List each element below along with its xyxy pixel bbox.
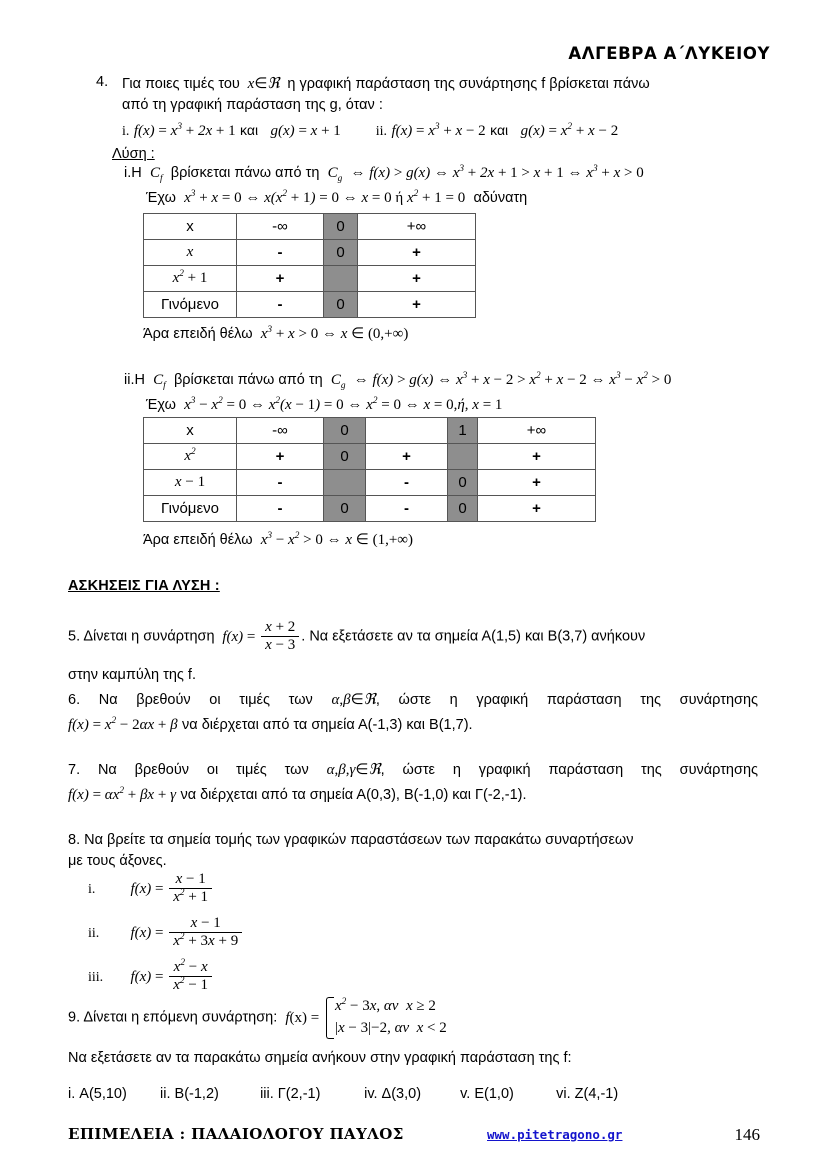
exercise-6-text-b: , ώστε η γραφική παράσταση της συνάρτησης	[375, 692, 759, 708]
solution-i-echo-chain: $x^3 + x = 0$ ⇔ $x(x^2 + 1) = 0$ ⇔ x = 0 ή $x^2 + 1 = 0$	[180, 189, 466, 206]
footer-link[interactable]: www.pitetragono.gr	[487, 1127, 623, 1142]
table2-r1-c2: +	[366, 444, 448, 470]
exercise-9-case-2: |x − 3|−2, αν x < 2	[334, 1019, 447, 1036]
exercise-8	[68, 830, 768, 871]
exercise-8-item-ii	[88, 916, 244, 951]
page-title: ΑΛΓΕΒΡΑ Α΄ΛΥΚΕΙΟΥ	[568, 44, 770, 63]
table2-r1-c4: +	[478, 444, 596, 470]
exercise-9-question: Να εξετάσετε αν τα παρακάτω σημεία ανήκουν στην γραφική παράσταση της f:	[68, 1049, 572, 1066]
table-row	[144, 240, 476, 266]
exercise-8-item-iii	[88, 960, 214, 995]
solution-i-conclusion	[143, 324, 408, 343]
solution-ii-cg: $C_g$	[327, 372, 346, 391]
exercise-9-point-5: v. Ε(1,0)	[460, 1086, 514, 1102]
exercise-8-line2: με τους άξονες.	[68, 852, 167, 869]
table1-r2-c2: +	[358, 266, 476, 292]
solution-ii-cf: $C_f$	[149, 372, 166, 391]
table2-r3-label: Γινόμενο	[144, 496, 237, 522]
exercise-6-text-c: να διέρχεται από τα σημεία Α(-1,3) και Β(1,7).	[182, 717, 473, 734]
exercise-5-number: 5.	[68, 628, 81, 645]
footer-author: ΕΠΙΜΕΛΕΙΑ : ΠΑΛΑΙΟΛΟΓΟΥ ΠΑΥΛΟΣ	[68, 1125, 404, 1143]
sign-table-1	[143, 213, 476, 318]
table1-r3-c2: +	[358, 292, 476, 318]
table2-r2-c0: -	[237, 470, 324, 496]
table1-r3-c1: 0	[324, 292, 358, 318]
table1-r2-c1	[324, 266, 358, 292]
table1-r0-c0: -∞	[237, 214, 324, 240]
exercise-7-function: $f(x) = \alpha x^2 + \beta x + \gamma$	[68, 786, 176, 804]
table1-r1-c2: +	[358, 240, 476, 266]
exercise-4-number: 4.	[96, 74, 109, 90]
exercise-6-number: 6.	[68, 692, 81, 708]
table-row	[144, 470, 596, 496]
exercise-8-number: 8.	[68, 832, 81, 848]
exercise-4-sub-i-kai: και	[240, 121, 259, 138]
exercise-8-item-i-function: f(x) = $\frac{x - 1}{x^2 + 1}$	[130, 881, 214, 897]
exercise-9-cases	[323, 996, 447, 1040]
exercise-8-line1: Να βρείτε τα σημεία τομής των γραφικών παραστάσεων των παρακάτω συναρτήσεων	[84, 832, 634, 848]
exercise-5-function: f(x) = $\frac{x + 2}{x - 3}$	[219, 629, 302, 645]
table-row	[144, 292, 476, 318]
solution-i-label: i.Η	[124, 165, 142, 181]
exercise-4-sub-i-g: g(x) = x + 1	[270, 122, 341, 139]
table1-r1-c1: 0	[324, 240, 358, 266]
solution-i-text: βρίσκεται πάνω από τη	[170, 165, 320, 181]
table1-r0-c2: +∞	[358, 214, 476, 240]
table2-r0-c1: 0	[324, 418, 366, 444]
table2-r2-c3: 0	[448, 470, 478, 496]
solution-i-echo-label: Έχω	[146, 190, 176, 206]
table1-r3-label: Γινόμενο	[144, 292, 237, 318]
table2-r3-c1: 0	[324, 496, 366, 522]
table2-r0-label: x	[144, 418, 237, 444]
exercise-5-text-b: . Να εξετάσετε αν τα σημεία Α(1,5) και Β(3,7) ανήκουν	[301, 628, 646, 645]
exercise-4-sub-ii-kai: και	[490, 121, 509, 138]
table1-r1-label: x	[144, 240, 237, 266]
exercise-9-fx: f(x) =	[285, 1009, 323, 1026]
table1-r1-c0: -	[237, 240, 324, 266]
exercise-9-case-1: $x^2 - 3x$, αν x ≥ 2	[334, 997, 436, 1014]
solution-i-cf: $C_f$	[146, 165, 163, 184]
table2-r2-c1	[324, 470, 366, 496]
exercise-4-sub-ii-f: $f(x) = x^3 + x - 2$	[391, 121, 486, 139]
table2-r0-c0: -∞	[237, 418, 324, 444]
table1-r3-c0: -	[237, 292, 324, 318]
footer-page-number: 146	[734, 1125, 760, 1144]
table2-r2-c4: +	[478, 470, 596, 496]
solution-ii-conclusion-label: Άρα επειδή θέλω	[143, 532, 253, 548]
solution-ii-echo-label: Έχω	[146, 397, 176, 413]
table1-r2-label: $x^2 + 1$	[144, 266, 237, 292]
exercise-8-item-ii-label: ii.	[88, 925, 100, 941]
exercise-4-text-line2: από τη γραφική παράσταση της g, όταν :	[122, 97, 383, 114]
solution-ii-chain: ⇔ f(x) > g(x) ⇔ $x^3 + x - 2 > x^2 + x - 2$ ⇔ $x^3 - x^2 > 0$	[353, 371, 672, 388]
exercise-7-text-b: , ώστε η γραφική παράσταση της συνάρτησης	[380, 762, 758, 778]
exercise-8-item-iii-function: f(x) = $\frac{x^2 - x}{x^2 - 1}$	[130, 969, 214, 985]
exercise-4-sub-i-f: $f(x) = x^3 + 2x + 1$	[133, 121, 236, 139]
table2-r1-c3	[448, 444, 478, 470]
table2-r2-c2: -	[366, 470, 448, 496]
solution-ii-text: βρίσκεται πάνω από τη	[173, 372, 323, 388]
exercises-heading: ΑΣΚΗΣΕΙΣ ΓΙΑ ΛΥΣΗ :	[68, 578, 220, 594]
table-row	[144, 418, 596, 444]
solution-i-conclusion-math: $x^3 + x > 0$ ⇔ x ∈ (0,+∞)	[257, 325, 409, 342]
exercise-4	[96, 74, 756, 163]
exercise-4-subitems	[122, 122, 756, 140]
exercise-7-text-a: Να βρεθούν οι τιμές των	[97, 762, 309, 778]
solution-part-ii	[124, 371, 804, 414]
table2-r1-c1: 0	[324, 444, 366, 470]
exercise-8-item-i	[88, 872, 214, 907]
table2-r3-c2: -	[366, 496, 448, 522]
table1-r2-c0: +	[237, 266, 324, 292]
table2-r0-c4: +∞	[478, 418, 596, 444]
solution-i-echo-tail: αδύνατη	[473, 190, 528, 206]
solution-i-chain: ⇔ f(x) > g(x) ⇔ $x^3 + 2x + 1 > x + 1$ ⇔ $x^3 + x > 0$	[350, 164, 644, 181]
exercise-4-sub-i-label: i.	[122, 123, 130, 139]
table2-r3-c4: +	[478, 496, 596, 522]
exercise-9-point-3: iii. Γ(2,-1)	[260, 1086, 321, 1102]
table-row	[144, 214, 476, 240]
exercise-9-point-1: i. Α(5,10)	[68, 1086, 127, 1102]
table-row	[144, 444, 596, 470]
exercise-4-text-b: η γραφική παράσταση της συνάρτησης f βρίσκεται πάνω	[287, 76, 650, 92]
table2-r3-c3: 0	[448, 496, 478, 522]
exercise-4-text-a: Για ποιες τιμές του	[122, 76, 240, 92]
sign-table-2	[143, 417, 596, 522]
exercise-5	[68, 620, 758, 683]
exercise-7-number: 7.	[68, 762, 81, 778]
exercise-9-number: 9.	[68, 1009, 81, 1026]
table1-r0-label: x	[144, 214, 237, 240]
table2-r0-c3: 1	[448, 418, 478, 444]
exercise-6-params: α,β∈ℜ	[331, 692, 376, 708]
solution-label: Λύση :	[112, 145, 155, 162]
table-row	[144, 496, 596, 522]
exercise-4-sub-ii-g: $g(x) = x^2 + x - 2$	[520, 121, 619, 139]
table2-r1-c0: +	[237, 444, 324, 470]
exercise-6	[68, 690, 758, 734]
solution-ii-echo-chain: $x^3 - x^2 = 0$ ⇔ $x^2(x - 1) = 0$ ⇔ $x^2 = 0$ ⇔ x = 0,ή, x = 1	[180, 396, 503, 413]
solution-i-conclusion-label: Άρα επειδή θέλω	[143, 326, 253, 342]
exercise-6-function: $f(x) = x^2 - 2\alpha x + \beta$	[68, 716, 178, 734]
exercise-8-item-iii-label: iii.	[88, 969, 104, 985]
exercise-9-point-6: vi. Ζ(4,-1)	[556, 1086, 619, 1102]
exercise-5-text-c: στην καμπύλη της f.	[68, 666, 196, 683]
exercise-7-text-c: να διέρχεται από τα σημεία Α(0,3), Β(-1,0) και Γ(-2,-1).	[180, 787, 527, 804]
exercise-9-points	[68, 1086, 768, 1102]
exercise-4-domain-math: x∈ℜ	[243, 76, 284, 92]
exercise-4-sub-ii-label: ii.	[375, 123, 387, 139]
exercise-9-point-4: iv. Δ(3,0)	[364, 1086, 422, 1102]
exercise-5-text-a: Δίνεται η συνάρτηση	[83, 628, 215, 645]
solution-part-i	[124, 164, 784, 207]
table2-r0-c2	[366, 418, 448, 444]
table-row	[144, 266, 476, 292]
exercise-8-item-i-label: i.	[88, 881, 96, 897]
table1-r0-c1: 0	[324, 214, 358, 240]
table2-r3-c0: -	[237, 496, 324, 522]
exercise-9-point-2: ii. Β(-1,2)	[160, 1086, 219, 1102]
solution-ii-label: ii.Η	[124, 372, 145, 388]
solution-ii-conclusion	[143, 530, 413, 549]
exercise-9	[68, 996, 768, 1066]
exercise-9-intro: Δίνεται η επόμενη συνάρτηση:	[83, 1009, 278, 1026]
table2-r2-label: x − 1	[144, 470, 237, 496]
exercise-7-params: α,β,γ∈ℜ	[326, 762, 381, 778]
solution-ii-conclusion-math: $x^3 - x^2 > 0$ ⇔ x ∈ (1,+∞)	[257, 531, 413, 548]
solution-i-cg: $C_g$	[323, 165, 343, 184]
exercise-7	[68, 760, 758, 804]
exercise-8-item-ii-function: f(x) = $\frac{x - 1}{x^2 + 3x + 9}$	[130, 925, 244, 941]
exercise-6-text-a: Να βρεθούν οι τιμές των	[98, 692, 313, 708]
table2-r1-label: $x^2$	[144, 444, 237, 470]
